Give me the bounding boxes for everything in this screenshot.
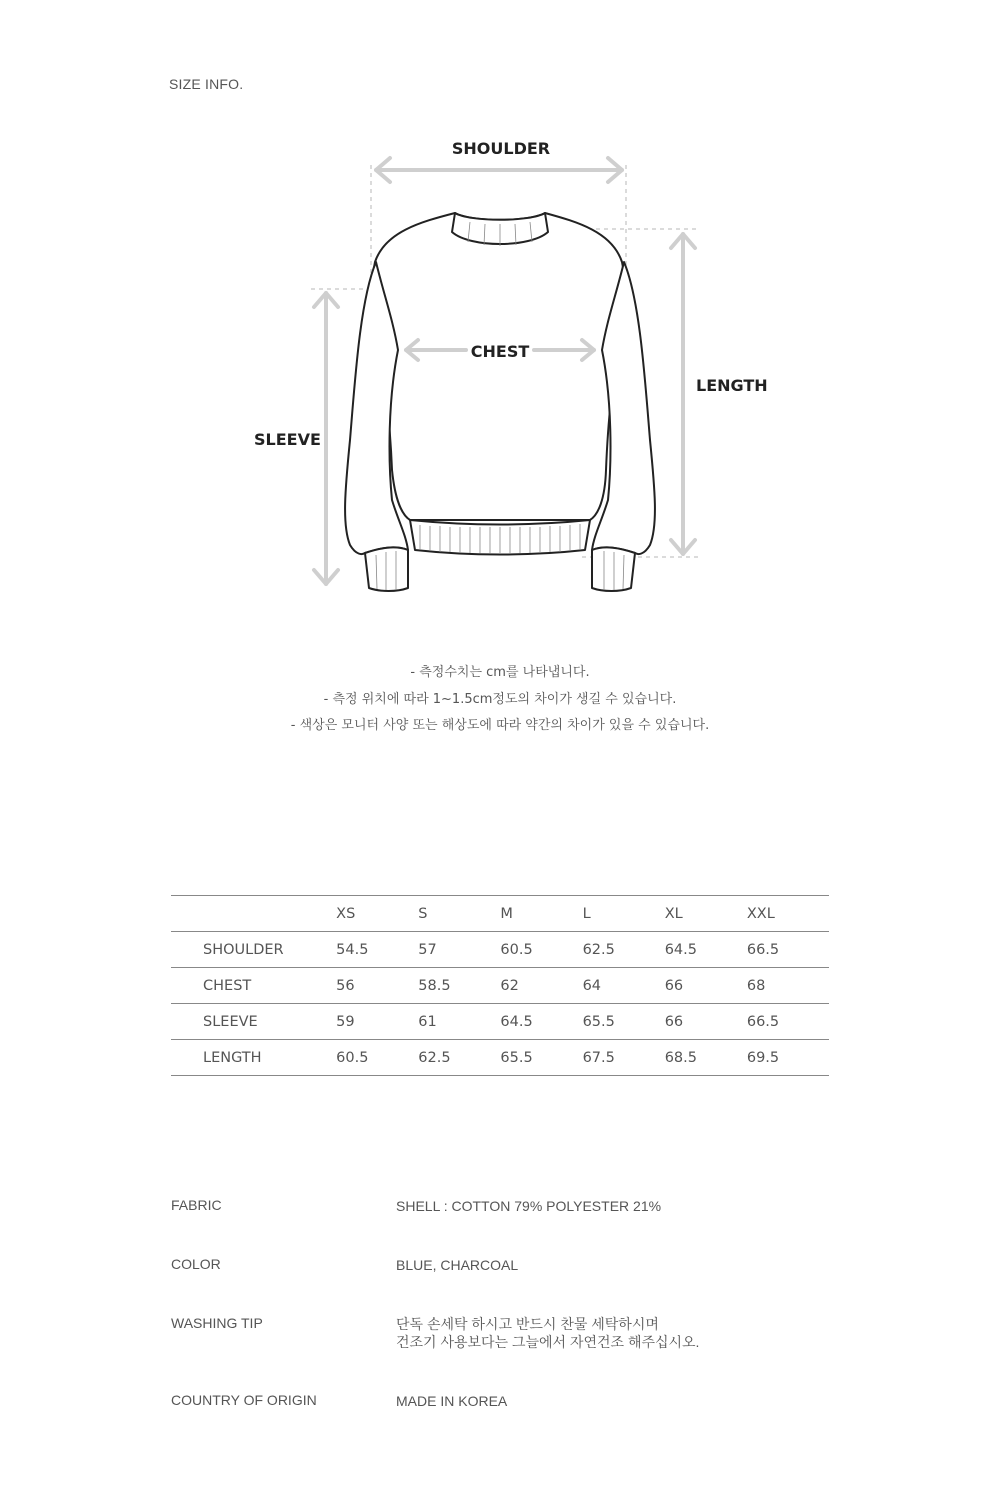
table-cell: 54.5: [336, 932, 418, 968]
sweatshirt-size-diagram: [0, 0, 1000, 620]
size-table: [171, 895, 829, 1076]
info-label: COUNTRY OF ORIGIN: [171, 1392, 317, 1408]
table-row: [171, 1004, 829, 1040]
table-cell: 66: [665, 1004, 747, 1040]
table-row: [171, 1040, 829, 1076]
sleeve-label: SLEEVE: [254, 430, 321, 449]
info-value: [396, 1197, 661, 1215]
table-cell: 64: [583, 968, 665, 1004]
measurement-notes: [0, 660, 1000, 740]
note-line: - 색상은 모니터 사양 또는 해상도에 따라 약간의 차이가 있을 수 있습니다.: [290, 718, 710, 733]
table-cell: 57: [418, 932, 500, 968]
table-cell: 65.5: [583, 1004, 665, 1040]
table-cell: 62.5: [418, 1040, 500, 1076]
table-cell: 68: [747, 968, 829, 1004]
table-header-row: [171, 896, 829, 932]
note-line: - 측정 위치에 따라 1~1.5cm정도의 차이가 생길 수 있습니다.: [323, 691, 677, 707]
table-cell: 60.5: [336, 1040, 418, 1076]
info-value: [396, 1392, 507, 1410]
info-value-line: 단독 손세탁 하시고 반드시 찬물 세탁하시며: [396, 1316, 659, 1332]
table-cell: 62.5: [583, 932, 665, 968]
table-header-cell: XL: [665, 896, 747, 932]
section-title: SIZE INFO.: [169, 76, 244, 92]
table-cell: 58.5: [418, 968, 500, 1004]
info-value-line: BLUE, CHARCOAL: [396, 1257, 519, 1273]
table-cell: 60.5: [500, 932, 582, 968]
info-value: [396, 1315, 699, 1351]
table-cell: 69.5: [747, 1040, 829, 1076]
table-header-cell: M: [500, 896, 582, 932]
row-label: SLEEVE: [171, 1004, 336, 1040]
table-cell: 66: [665, 968, 747, 1004]
info-value: [396, 1256, 518, 1274]
table-cell: 61: [418, 1004, 500, 1040]
table-row: [171, 932, 829, 968]
table-header-cell: [171, 896, 336, 932]
table-cell: 66.5: [747, 1004, 829, 1040]
table-header-cell: S: [418, 896, 500, 932]
shoulder-label: SHOULDER: [451, 139, 551, 158]
table-cell: 64.5: [500, 1004, 582, 1040]
table-cell: 65.5: [500, 1040, 582, 1076]
table-cell: 64.5: [665, 932, 747, 968]
info-label: COLOR: [171, 1256, 221, 1272]
table-cell: 67.5: [583, 1040, 665, 1076]
table-cell: 62: [500, 968, 582, 1004]
row-label: LENGTH: [171, 1040, 336, 1076]
table-header-cell: L: [583, 896, 665, 932]
note-line: - 측정수치는 cm를 나타냅니다.: [410, 665, 590, 680]
row-label: CHEST: [171, 968, 336, 1004]
info-value-line: SHELL : COTTON 79% POLYESTER 21%: [396, 1198, 662, 1214]
table-cell: 59: [336, 1004, 418, 1040]
info-value-line: 건조기 사용보다는 그늘에서 자연건조 해주십시오.: [396, 1334, 700, 1350]
table-header-cell: XXL: [747, 896, 829, 932]
table-header-cell: XS: [336, 896, 418, 932]
table-cell: 68.5: [665, 1040, 747, 1076]
length-label: LENGTH: [696, 376, 768, 395]
table-row: [171, 968, 829, 1004]
info-value-line: MADE IN KOREA: [396, 1393, 508, 1409]
table-cell: 66.5: [747, 932, 829, 968]
info-label: FABRIC: [171, 1197, 222, 1213]
chest-label: CHEST: [470, 342, 530, 361]
info-label: WASHING TIP: [171, 1315, 263, 1331]
table-cell: 56: [336, 968, 418, 1004]
row-label: SHOULDER: [171, 932, 336, 968]
